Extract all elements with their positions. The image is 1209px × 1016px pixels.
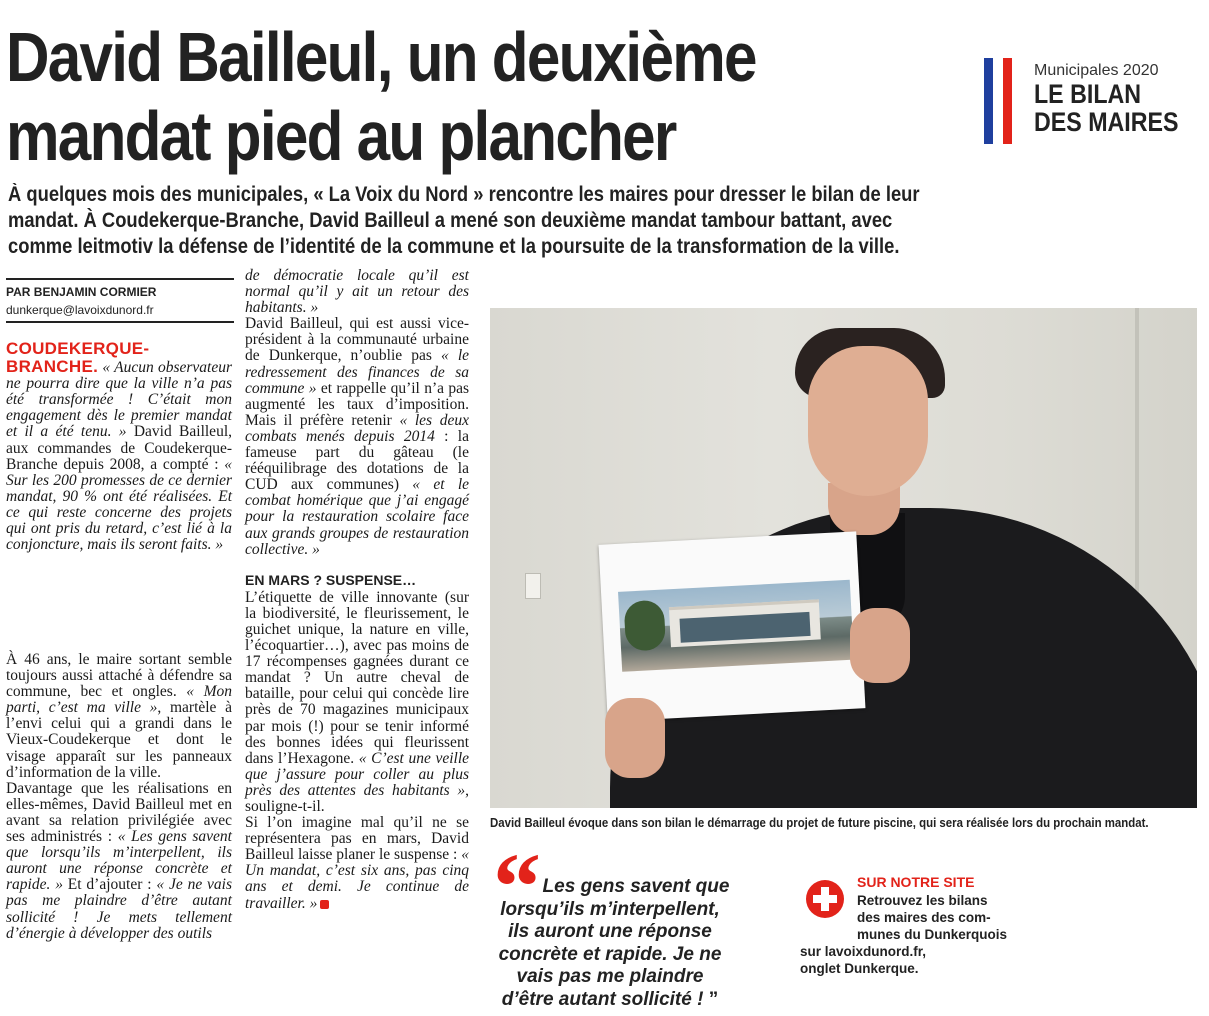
paragraph [245,316,469,557]
person-face [808,346,928,496]
dateline: COUDEKERQUE-BRANCHE. [6,339,150,377]
pull-quote-line: concrète et rapide. Je ne [498,943,722,965]
body-text: David Bailleul, aux commandes de Coudekerque-Branche depuis 2008, a compté : [6,423,232,473]
lede-line-1: À quelques mois des municipales, « La Voix du Nord » rencontre les maires pour dresser le bilan de leur [8,183,920,206]
photo-caption: David Bailleul évoque dans son bilan le démarrage du projet de future piscine, qui sera réalisée lors du prochain mandat. [490,815,1149,830]
headline-line-2: mandat pied au plancher [6,97,676,175]
quote-text: « Aucun observateur ne pourra dire que la ville n’a pas été transformée ! C’était mon engagement dès le premier mandat et il a été tenu. » [6,359,233,441]
pool-rendering-image [618,580,854,672]
body-text: À 46 ans, le maire sortant semble toujours aussi attaché à défendre sa commune, bec et ongles. [6,651,232,701]
quote-close-icon: ” [708,988,719,1010]
site-promo-line: sur lavoixdunord.fr, [800,944,927,959]
site-promo-line: munes du Dunkerquois [857,927,1008,942]
paragraph [6,781,232,942]
body-text: Si l’on imagine mal qu’il ne se représentera pas en mars, David Bailleul laisse planer le suspense : [245,814,469,864]
paragraph [245,815,469,912]
quote-text: « et le combat homérique que j’ai engagé pour la restauration scolaire face aux grands groupes de restauration collective. » [245,476,470,558]
quote-text: « C’est une veille que j’assure pour coller au plus près des attentes des habitants » [245,749,470,799]
site-promo-line: onglet Dunkerque. [800,961,919,976]
paragraph [245,268,469,316]
quote-text: « les deux combats menés depuis 2014 [245,411,469,445]
person-left-hand [605,698,665,778]
pull-quote-line: ils auront une réponse [508,921,712,942]
quote-text: de démocratie locale qu’il est normal qu’il y ait un retour des habitants. » [245,267,469,317]
person-right-hand [850,608,910,683]
column-1-intro [6,340,232,553]
lede [8,182,1054,260]
pull-quote-line: lorsqu’ils m’interpellent, [500,898,720,920]
body-text: : la fameuse part du gâteau (le rééquilibrage des dotations de la CUD aux communes) [245,427,469,494]
quote-text: « Un mandat, c’est six ans, pas cinq ans et demi. Je continue de travailler. » [245,846,469,912]
french-flag-icon [982,58,1020,144]
body-text: , martèle à l’envi celui qui a grandi dans le Vieux-Coudekerque et dont le visage apparaît sur les panneaux d’information de la ville. [6,699,233,781]
body-text: David Bailleul, qui est aussi vice-président à la communauté urbaine de Dunkerque, n’oublie pas [245,315,469,365]
paragraph [245,590,469,815]
body-text: Et d’ajouter : [62,876,157,894]
end-mark-icon [320,900,329,909]
series-badge [982,58,1197,148]
site-promo-title: SUR NOTRE SITE [857,874,975,890]
lede-line-2: mandat. À Coudekerque-Branche, David Bailleul a mené son deuxième mandat tambour battant, avec [8,209,893,232]
body-text: et rappelle qu’il n’a pas augmenté les taux d’imposition. Mais il préfère retenir [245,379,469,429]
lede-line-3: comme leitmotiv la défense de l’identité de la commune et la poursuite de la transformation de la ville. [8,235,900,258]
pull-quote-line: vais pas me plaindre [516,966,704,987]
headline-line-1: David Bailleul, un deuxième [6,18,756,96]
byline-rule-bottom [6,321,234,323]
quote-text: « Mon parti, c’est ma ville » [6,683,232,717]
body-text: , souligne-t-il. [245,781,469,815]
paragraph [6,652,232,781]
badge-title-line-2: DES MAIRES [1034,107,1179,137]
quote-text: « Sur les 200 promesses de ce dernier mandat, 90 % ont été réalisées. Et ce qui reste concerne des projets qui ont pris du retard, c’est lié à la conjoncture, mais ils seront faits. » [6,455,232,554]
site-promo-line: Retrouvez les bilans [857,893,988,908]
byline-rule-top [6,278,234,280]
pull-quote-line: d’être autant sollicité ! [501,988,704,1010]
badge-title [1034,80,1179,136]
held-project-rendering [599,531,866,721]
quote-text: « Les gens savent que lorsqu’ils m’interpellent, ils auront une réponse concrète et rapide. » [6,828,232,894]
site-promo-text [800,892,1008,977]
headline [6,18,832,176]
subhead: EN MARS ? SUSPENSE… [245,571,417,588]
column-1-body [6,652,232,942]
quote-open-icon: “ [493,833,541,940]
pull-quote [480,876,740,1011]
article-photo [490,308,1197,808]
body-text: L’étiquette de ville innovante (sur la biodiversité, le fleurissement, le guichet unique, la nature en ville, l’écoquartier…), avec pas moins de 17 récompenses gagnées durant ce mandat ? Un autre cheval de bataille, pour celui qui concède lire près de 70 magazines municipaux par mois (!) pour se tenir informé des bonnes idées qui fleurissent dans l’Hexagone. [245,588,469,767]
light-switch [525,573,541,599]
quote-text: « le redressement des finances de sa commune » [245,347,470,397]
byline-email: dunkerque@lavoixdunord.fr [6,303,154,317]
site-promo-line: des maires des com- [857,910,991,925]
quote-text: « Je ne vais pas me plaindre d’être autant sollicité ! Je mets tellement d’énergie à développer des outils [6,876,233,942]
tree-shape [624,600,667,652]
column-2 [245,268,469,912]
badge-kicker: Municipales 2020 [1034,62,1159,79]
body-text: Davantage que les réalisations en elles-mêmes, David Bailleul met en avant sa relation privilégiée avec ses administrés : [6,779,232,846]
pull-quote-line: Les gens savent que [542,876,730,897]
byline-author: PAR BENJAMIN CORMIER [6,285,157,299]
badge-title-line-1: LE BILAN [1034,79,1142,109]
